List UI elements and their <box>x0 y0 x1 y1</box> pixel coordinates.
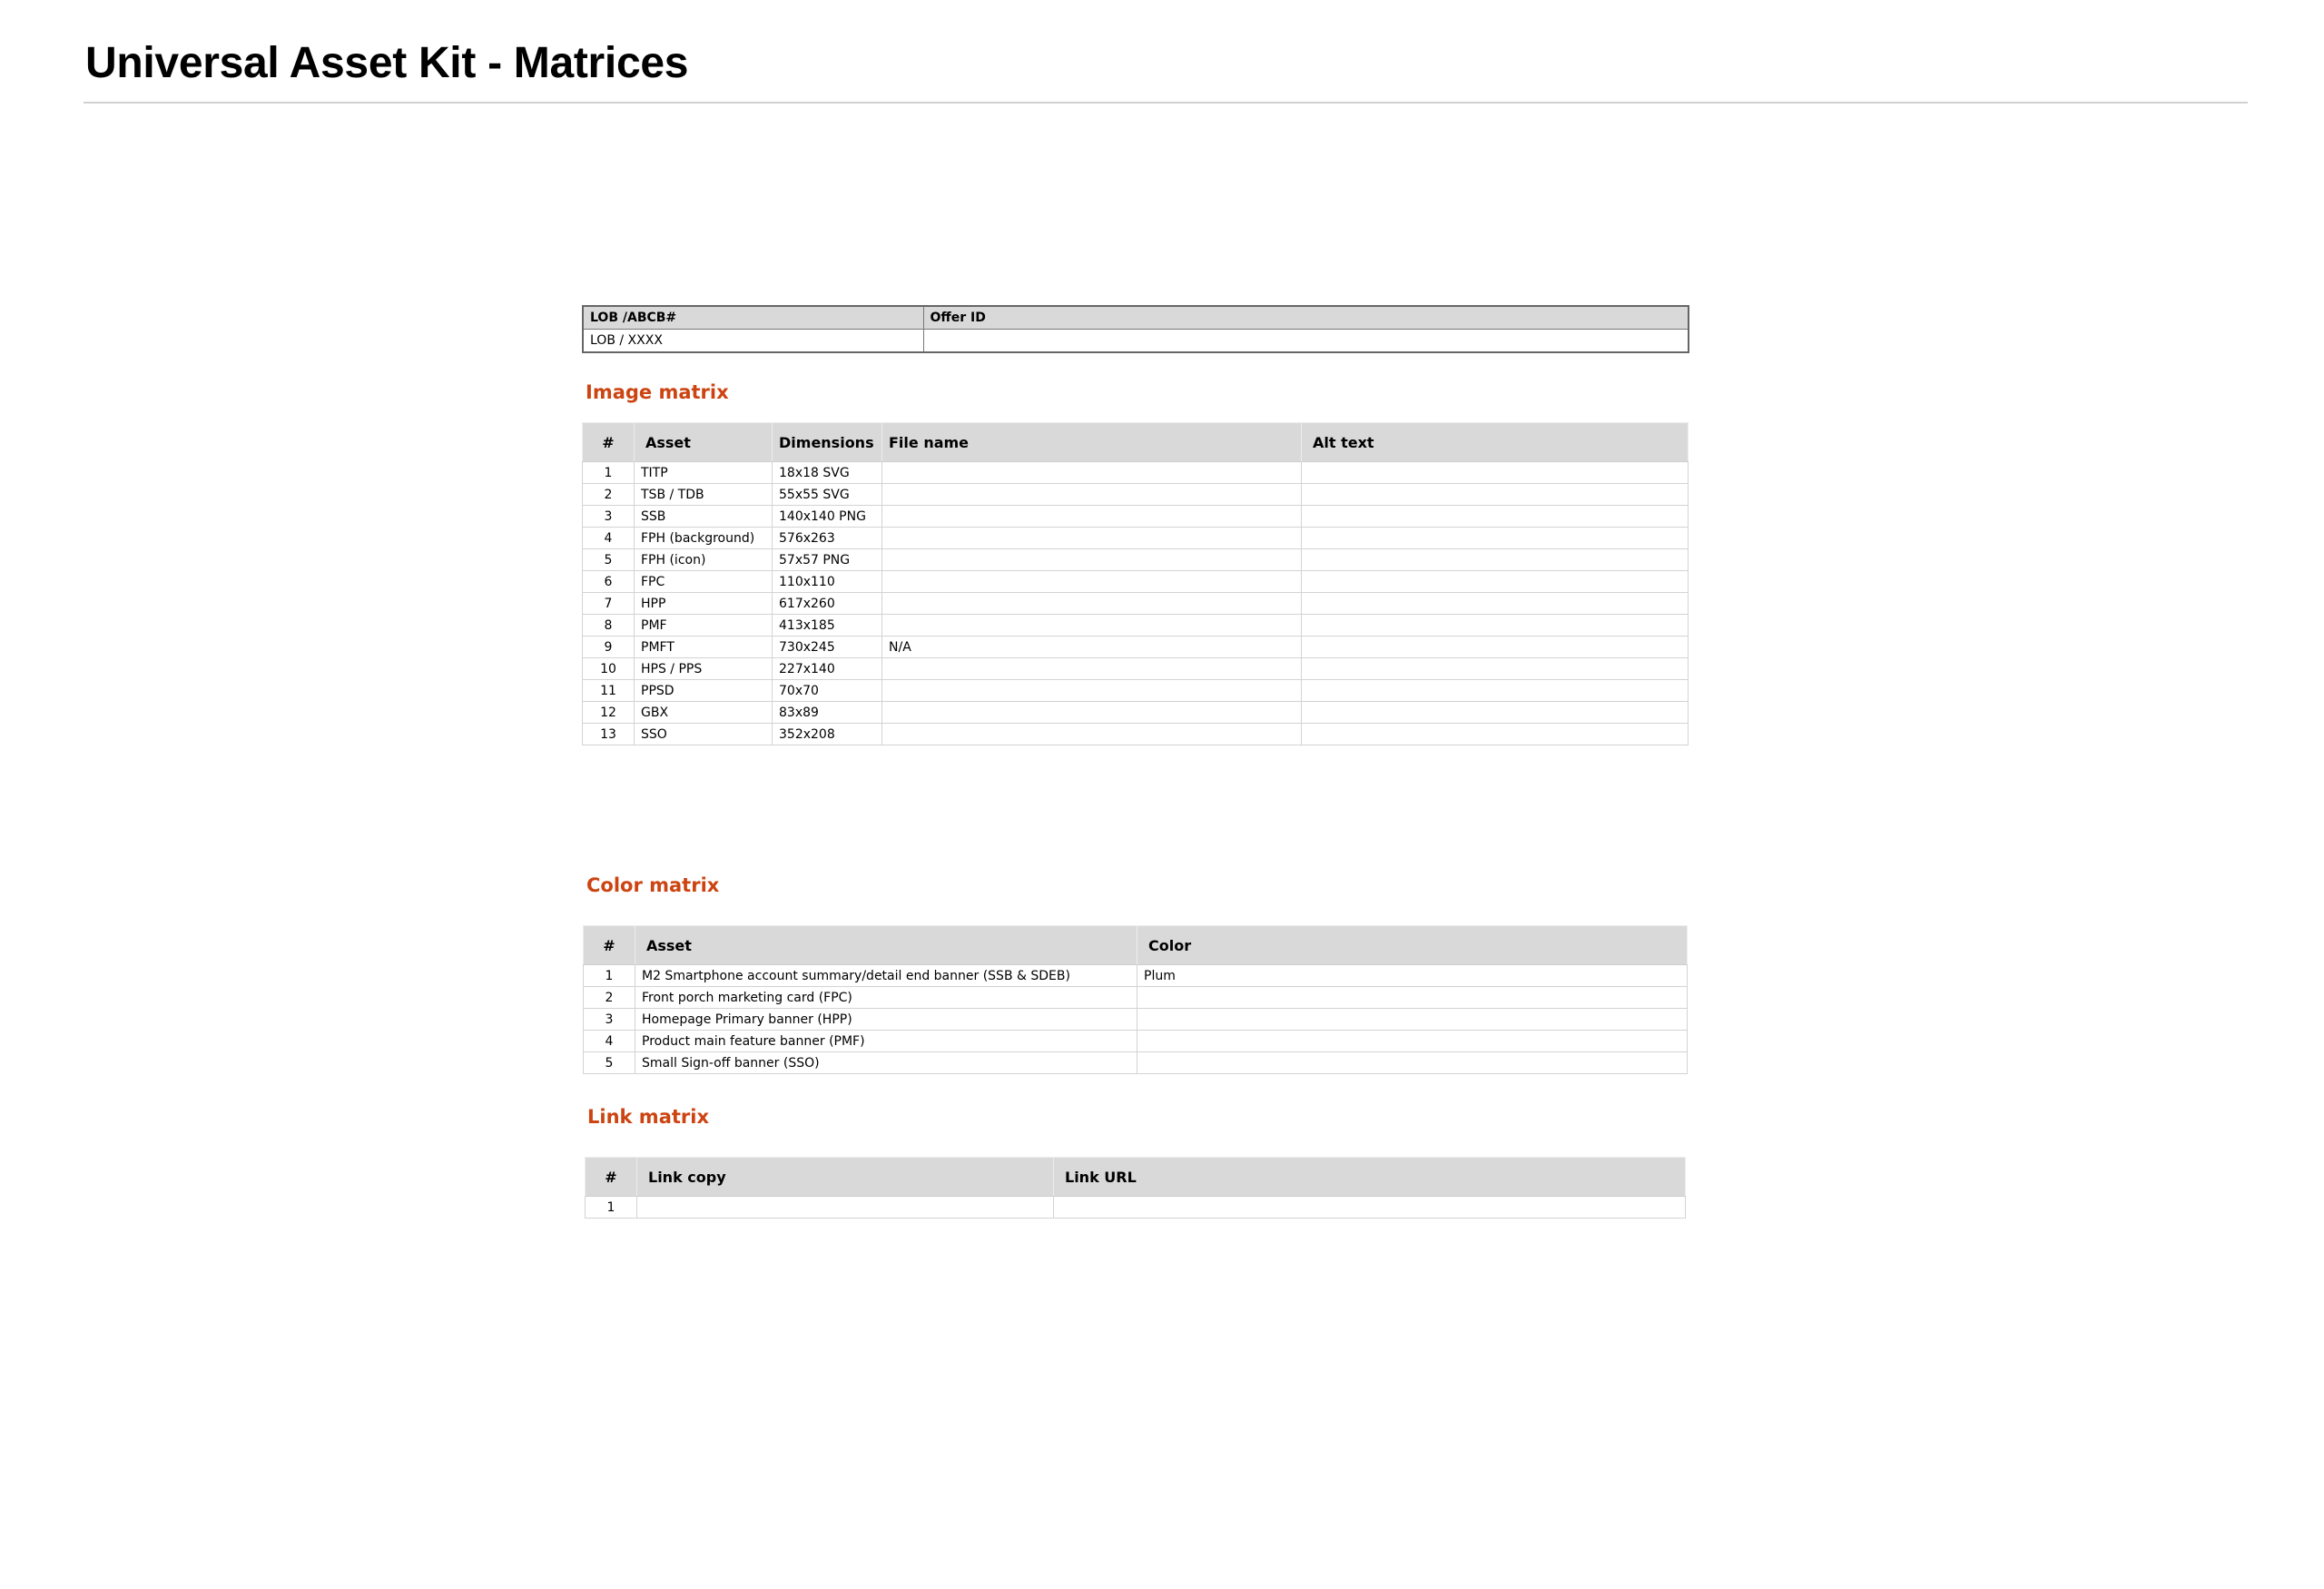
row-number-cell: 13 <box>583 724 635 745</box>
file-name-cell[interactable] <box>882 571 1302 593</box>
table-row <box>584 1031 1688 1052</box>
file-name-cell[interactable] <box>882 528 1302 549</box>
offer-id-value[interactable] <box>923 330 1689 353</box>
table-row <box>583 506 1689 528</box>
file-name-cell[interactable] <box>882 658 1302 680</box>
image-matrix-heading: Image matrix <box>586 381 729 403</box>
dimensions-cell[interactable]: 55x55 SVG <box>773 484 882 506</box>
link-matrix-body <box>586 1197 1686 1219</box>
asset-cell[interactable]: HPP <box>635 593 773 615</box>
dimensions-cell[interactable]: 352x208 <box>773 724 882 745</box>
row-number-cell: 2 <box>583 484 635 506</box>
row-number-cell: 5 <box>584 1052 635 1074</box>
asset-cell[interactable]: FPC <box>635 571 773 593</box>
table-row <box>583 593 1689 615</box>
alt-text-cell[interactable] <box>1302 658 1689 680</box>
lob-header-row <box>583 306 1689 330</box>
asset-cell[interactable]: SSB <box>635 506 773 528</box>
table-row <box>583 615 1689 637</box>
asset-cell[interactable]: Homepage Primary banner (HPP) <box>635 1009 1137 1031</box>
table-row <box>584 1009 1688 1031</box>
asset-cell[interactable]: FPH (background) <box>635 528 773 549</box>
asset-cell[interactable]: Small Sign-off banner (SSO) <box>635 1052 1137 1074</box>
dimensions-cell[interactable]: 576x263 <box>773 528 882 549</box>
image-matrix-body <box>583 462 1689 745</box>
table-row <box>584 1052 1688 1074</box>
asset-cell[interactable]: FPH (icon) <box>635 549 773 571</box>
asset-cell[interactable]: HPS / PPS <box>635 658 773 680</box>
alt-text-cell[interactable] <box>1302 462 1689 484</box>
number-column-header: # <box>583 423 635 462</box>
row-number-cell: 2 <box>584 987 635 1009</box>
link-copy-column-header: Link copy <box>637 1158 1054 1197</box>
table-row <box>583 484 1689 506</box>
file-name-cell[interactable]: N/A <box>882 637 1302 658</box>
lob-value[interactable]: LOB / XXXX <box>583 330 923 353</box>
file-name-cell[interactable] <box>882 615 1302 637</box>
asset-cell[interactable]: PPSD <box>635 680 773 702</box>
row-number-cell: 9 <box>583 637 635 658</box>
color-cell[interactable] <box>1137 1009 1688 1031</box>
alt-text-cell[interactable] <box>1302 724 1689 745</box>
alt-text-cell[interactable] <box>1302 637 1689 658</box>
color-cell[interactable] <box>1137 1031 1688 1052</box>
table-row <box>583 680 1689 702</box>
alt-text-cell[interactable] <box>1302 680 1689 702</box>
dimensions-cell[interactable]: 227x140 <box>773 658 882 680</box>
asset-cell[interactable]: SSO <box>635 724 773 745</box>
alt-text-cell[interactable] <box>1302 571 1689 593</box>
alt-text-cell[interactable] <box>1302 615 1689 637</box>
dimensions-cell[interactable]: 730x245 <box>773 637 882 658</box>
color-cell[interactable] <box>1137 987 1688 1009</box>
number-column-header: # <box>584 926 635 965</box>
row-number-cell: 7 <box>583 593 635 615</box>
asset-cell[interactable]: M2 Smartphone account summary/detail end banner (SSB & SDEB) <box>635 965 1137 987</box>
row-number-cell: 1 <box>586 1197 637 1219</box>
dimensions-cell[interactable]: 70x70 <box>773 680 882 702</box>
link-url-cell[interactable] <box>1054 1197 1686 1219</box>
link-matrix-heading: Link matrix <box>587 1106 709 1128</box>
number-column-header: # <box>586 1158 637 1197</box>
table-row <box>583 571 1689 593</box>
color-matrix-heading: Color matrix <box>586 874 720 896</box>
asset-cell[interactable]: GBX <box>635 702 773 724</box>
file-name-cell[interactable] <box>882 593 1302 615</box>
lob-offer-table <box>582 305 1689 353</box>
row-number-cell: 3 <box>584 1009 635 1031</box>
dimensions-cell[interactable]: 617x260 <box>773 593 882 615</box>
alt-text-column-header: Alt text <box>1302 423 1689 462</box>
row-number-cell: 12 <box>583 702 635 724</box>
link-url-column-header: Link URL <box>1054 1158 1686 1197</box>
alt-text-cell[interactable] <box>1302 702 1689 724</box>
row-number-cell: 10 <box>583 658 635 680</box>
table-row <box>583 702 1689 724</box>
alt-text-cell[interactable] <box>1302 528 1689 549</box>
color-matrix-body <box>584 965 1688 1074</box>
row-number-cell: 1 <box>583 462 635 484</box>
offer-id-header: Offer ID <box>923 306 1689 330</box>
table-row <box>584 987 1688 1009</box>
row-number-cell: 8 <box>583 615 635 637</box>
table-row <box>584 965 1688 987</box>
table-row <box>583 528 1689 549</box>
dimensions-cell[interactable]: 413x185 <box>773 615 882 637</box>
title-divider <box>84 102 2248 104</box>
dimensions-cell[interactable]: 83x89 <box>773 702 882 724</box>
asset-cell[interactable]: Product main feature banner (PMF) <box>635 1031 1137 1052</box>
dimensions-column-header: Dimensions <box>773 423 882 462</box>
lob-header: LOB /ABCB# <box>583 306 923 330</box>
link-copy-cell[interactable] <box>637 1197 1054 1219</box>
file-name-cell[interactable] <box>882 462 1302 484</box>
color-cell[interactable] <box>1137 1052 1688 1074</box>
alt-text-cell[interactable] <box>1302 549 1689 571</box>
row-number-cell: 11 <box>583 680 635 702</box>
table-row <box>583 724 1689 745</box>
dimensions-cell[interactable]: 18x18 SVG <box>773 462 882 484</box>
alt-text-cell[interactable] <box>1302 484 1689 506</box>
page-title: Universal Asset Kit - Matrices <box>85 39 689 87</box>
image-matrix-table <box>582 422 1689 745</box>
table-row <box>586 1197 1686 1219</box>
file-name-cell[interactable] <box>882 724 1302 745</box>
link-matrix-header-row <box>586 1158 1686 1197</box>
asset-cell[interactable]: PMFT <box>635 637 773 658</box>
file-name-cell[interactable] <box>882 506 1302 528</box>
row-number-cell: 3 <box>583 506 635 528</box>
color-matrix-table <box>583 925 1688 1074</box>
asset-column-header: Asset <box>635 926 1137 965</box>
dimensions-cell[interactable]: 110x110 <box>773 571 882 593</box>
file-name-column-header: File name <box>882 423 1302 462</box>
lob-value-row <box>583 330 1689 353</box>
file-name-cell[interactable] <box>882 702 1302 724</box>
image-matrix-header-row <box>583 423 1689 462</box>
row-number-cell: 4 <box>583 528 635 549</box>
table-row <box>583 462 1689 484</box>
color-column-header: Color <box>1137 926 1688 965</box>
row-number-cell: 4 <box>584 1031 635 1052</box>
color-cell[interactable]: Plum <box>1137 965 1688 987</box>
color-matrix-header-row <box>584 926 1688 965</box>
asset-cell[interactable]: TITP <box>635 462 773 484</box>
asset-cell[interactable]: PMF <box>635 615 773 637</box>
asset-column-header: Asset <box>635 423 773 462</box>
table-row <box>583 658 1689 680</box>
asset-cell[interactable]: Front porch marketing card (FPC) <box>635 987 1137 1009</box>
file-name-cell[interactable] <box>882 680 1302 702</box>
alt-text-cell[interactable] <box>1302 506 1689 528</box>
alt-text-cell[interactable] <box>1302 593 1689 615</box>
table-row <box>583 637 1689 658</box>
dimensions-cell[interactable]: 140x140 PNG <box>773 506 882 528</box>
row-number-cell: 1 <box>584 965 635 987</box>
file-name-cell[interactable] <box>882 484 1302 506</box>
asset-cell[interactable]: TSB / TDB <box>635 484 773 506</box>
dimensions-cell[interactable]: 57x57 PNG <box>773 549 882 571</box>
file-name-cell[interactable] <box>882 549 1302 571</box>
table-row <box>583 549 1689 571</box>
row-number-cell: 5 <box>583 549 635 571</box>
link-matrix-table <box>585 1157 1686 1219</box>
row-number-cell: 6 <box>583 571 635 593</box>
